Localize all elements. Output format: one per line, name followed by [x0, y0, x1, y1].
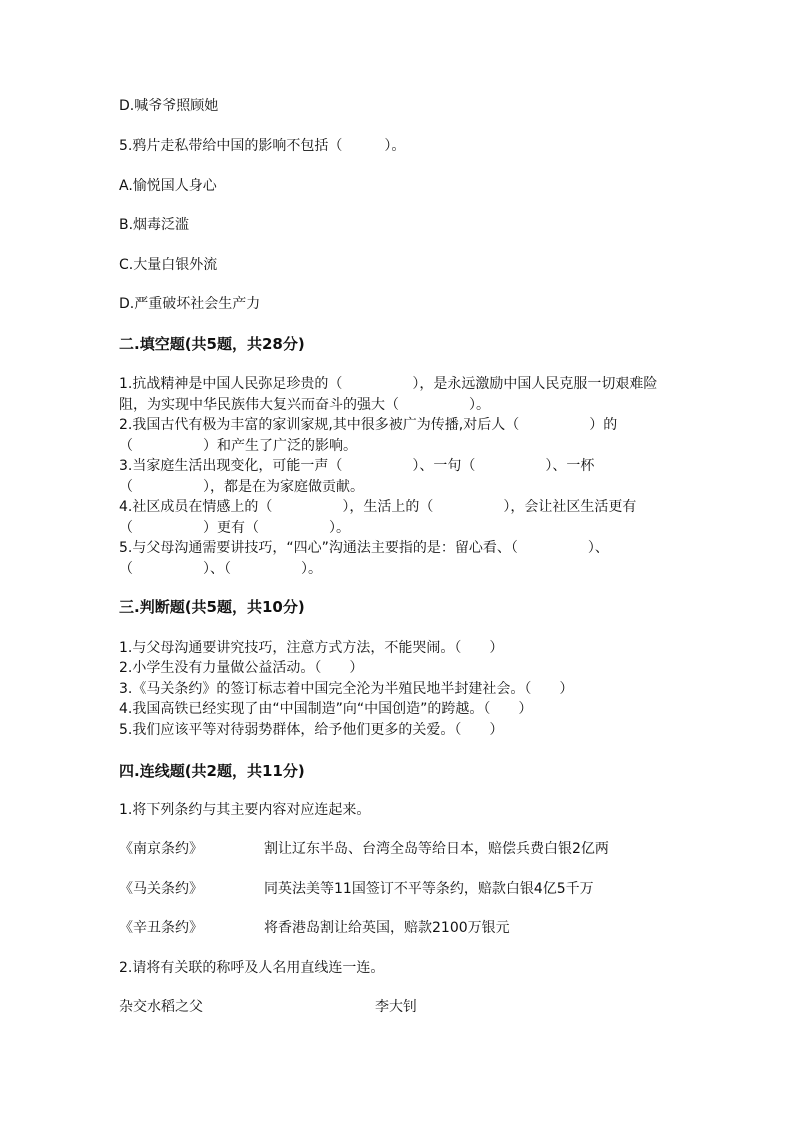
- q5-option-b: B.烟毒泛滥: [119, 217, 190, 233]
- q4-option-d: D.喊爷爷照顾她: [119, 98, 219, 114]
- person-li-dazhao: 李大钊: [375, 999, 417, 1015]
- q5-option-c: C.大量白银外流: [119, 257, 218, 273]
- treaty-nanjing: 《南京条约》: [119, 841, 203, 857]
- treaty-content-2: 同英法美等11国签订不平等条约，赔款白银4亿5千万: [264, 881, 594, 897]
- section-heading-true-false: 三.判断题(共5题，共10分): [119, 598, 305, 616]
- treaty-content-3: 将香港岛割让给英国，赔款2100万银元: [264, 920, 510, 936]
- true-false-question-3: 3.《马关条约》的签订标志着中国完全沦为半殖民地半封建社会。（ ）: [119, 681, 574, 697]
- true-false-question-5: 5.我们应该平等对待弱势群体，给予他们更多的关爱。（ ）: [119, 722, 504, 738]
- true-false-question-2: 2.小学生没有力量做公益活动。（ ）: [119, 660, 364, 676]
- q5-question: 5.鸦片走私带给中国的影响不包括（ ）。: [119, 138, 406, 154]
- title-hybrid-rice-father: 杂交水稻之父: [119, 999, 203, 1015]
- matching-question-2-prompt: 2.请将有关联的称呼及人名用直线连一连。: [119, 960, 385, 976]
- true-false-question-4: 4.我国高铁已经实现了由“中国制造”向“中国创造”的跨越。（ ）: [119, 701, 533, 717]
- fill-blank-question-4: 4.社区成员在情感上的（ ），生活上的（ ），会让社区生活更有（ ）更有（ ）。: [119, 499, 637, 536]
- treaty-maguan: 《马关条约》: [119, 881, 203, 897]
- treaty-xinchou: 《辛丑条约》: [119, 920, 203, 936]
- q5-option-d: D.严重破坏社会生产力: [119, 296, 261, 312]
- true-false-question-1: 1.与父母沟通要讲究技巧，注意方式方法，不能哭闹。（ ）: [119, 640, 504, 656]
- fill-blank-question-5: 5.与父母沟通需要讲技巧，“四心”沟通法主要指的是：留心看、（ ）、（ ）、（ ）。: [119, 540, 609, 577]
- section-heading-matching: 四.连线题(共2题，共11分): [119, 762, 305, 780]
- q5-option-a: A.愉悦国人身心: [119, 178, 217, 194]
- fill-blank-question-1: 1.抗战精神是中国人民弥足珍贵的（ ），是永远激励中国人民克服一切艰难险阻，为实现中华民族伟大复兴而奋斗的强大（ ）。: [119, 376, 658, 413]
- fill-blank-question-3: 3.当家庭生活出现变化，可能一声（ ）、一句（ ）、一杯（ ），都是在为家庭做贡献。: [119, 458, 595, 495]
- matching-question-1-prompt: 1.将下列条约与其主要内容对应连起来。: [119, 802, 371, 818]
- section-heading-fill-blank: 二.填空题(共5题，共28分): [119, 335, 305, 353]
- treaty-content-1: 割让辽东半岛、台湾全岛等给日本，赔偿兵费白银2亿两: [264, 841, 609, 857]
- fill-blank-question-2: 2.我国古代有极为丰富的家训家规,其中很多被广为传播,对后人（ ）的（ ）和产生了广泛的影响。: [119, 417, 618, 454]
